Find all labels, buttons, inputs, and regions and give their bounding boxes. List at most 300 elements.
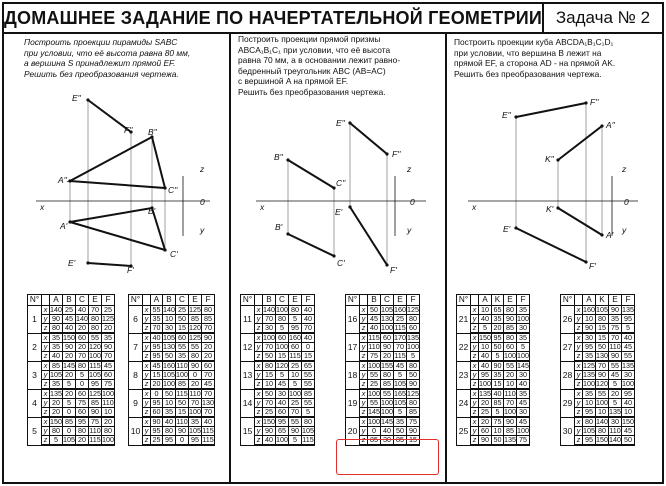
axis-cell: x [42, 333, 50, 343]
value-cell: 5 [289, 380, 302, 390]
value-cell: 15 [596, 324, 609, 334]
value-cell: 60 [504, 343, 517, 352]
variant-number: 13 [241, 361, 255, 389]
label-B1: B' [275, 222, 283, 232]
label-A1: A' [606, 230, 614, 240]
value-cell: 25 [263, 408, 276, 418]
value-cell: 40 [517, 380, 530, 390]
value-cell: 10 [479, 306, 492, 315]
value-cell: 165 [394, 389, 406, 398]
value-cell: 85 [89, 399, 102, 408]
value-cell: 60 [76, 389, 89, 399]
axis-cell: x [42, 389, 50, 399]
variant-number: 10 [129, 417, 143, 445]
value-cell: 105 [583, 426, 595, 435]
variant-number: 7 [129, 333, 143, 361]
value-cell: 25 [289, 361, 302, 371]
value-cell: 150 [479, 333, 491, 342]
axis-cell: z [471, 324, 479, 334]
value-cell: 75 [368, 352, 381, 362]
value-cell: 60 [407, 324, 420, 334]
axis-y-label: y [200, 225, 205, 235]
value-cell: 115 [394, 323, 406, 332]
value-cell: 145 [63, 361, 75, 370]
variant-number: 19 [346, 389, 360, 417]
value-cell: 45 [394, 361, 407, 371]
column-header: F [102, 295, 115, 306]
axis-cell: y [360, 315, 368, 324]
table-row [28, 399, 115, 408]
value-cell: 100 [276, 342, 288, 351]
value-cell: 50 [394, 427, 407, 436]
value-cell: 60 [289, 343, 302, 352]
value-cell: 110 [609, 426, 621, 435]
label-K1: K' [546, 204, 554, 214]
value-cell: 65 [276, 427, 289, 436]
value-cell: 135 [622, 305, 634, 314]
variant-number: 26 [561, 306, 575, 334]
axis-cell: z [255, 324, 263, 334]
label-E1: E' [68, 258, 76, 268]
value-cell: 70 [202, 408, 215, 418]
axis-cell: z [255, 352, 263, 362]
value-cell: 45 [202, 380, 215, 390]
page-title: ДОМАШНЕЕ ЗАДАНИЕ ПО НАЧЕРТАТЕЛЬНОЙ ГЕОМЕТРИИ [4, 4, 544, 32]
column-header [575, 295, 583, 306]
value-cell: 25 [394, 315, 407, 324]
column-header: A [479, 295, 492, 306]
axis-cell: y [143, 399, 151, 408]
value-cell: 30 [517, 408, 530, 418]
value-cell: 130 [596, 351, 608, 360]
value-cell: 80 [102, 427, 115, 436]
value-cell: 90 [407, 427, 420, 436]
axis-cell: x [255, 417, 263, 427]
value-cell: 125 [407, 389, 419, 398]
value-cell: 80 [407, 361, 420, 371]
axis-z-label: z [407, 164, 412, 174]
value-cell: 5 [609, 399, 622, 408]
axis-cell: z [255, 380, 263, 390]
axis-cell: y [255, 427, 263, 436]
axis-cell: x [143, 306, 151, 315]
value-cell: 80 [263, 361, 276, 371]
axis-cell: x [575, 389, 583, 399]
axis-cell: x [360, 417, 368, 427]
axis-cell: y [143, 427, 151, 436]
axis-cell: y [42, 399, 50, 408]
value-cell: 10 [102, 408, 115, 418]
value-cell: 70 [202, 371, 215, 380]
value-cell: 115 [176, 389, 188, 398]
value-cell: 60 [76, 408, 89, 418]
axis-cell: x [255, 306, 263, 315]
value-cell: 95 [189, 436, 202, 446]
value-cell: 40 [50, 352, 63, 362]
axis-cell: y [360, 427, 368, 436]
column-header: E [289, 295, 302, 306]
value-cell: 40 [202, 417, 215, 427]
value-cell: 90 [479, 436, 492, 446]
value-cell: 105 [163, 333, 175, 342]
column-header: F [202, 295, 215, 306]
value-cell: 5 [407, 352, 420, 362]
axis-z-label: z [200, 164, 205, 174]
value-cell: 20 [102, 417, 115, 427]
value-cell: 10 [583, 399, 596, 408]
value-cell: 100 [368, 417, 380, 426]
axis-cell: x [575, 417, 583, 427]
value-cell: 55 [368, 371, 381, 380]
value-cell: 50 [493, 342, 502, 351]
value-cell: 90 [289, 427, 302, 436]
value-cell: 135 [609, 407, 621, 416]
axis-cell: z [42, 352, 50, 362]
axis-cell: x [360, 389, 368, 399]
value-cell: 70 [596, 361, 609, 371]
axis-cell: x [143, 417, 151, 427]
value-cell: 55 [189, 343, 202, 352]
value-cell: 10 [583, 315, 596, 324]
axis-cell: z [360, 408, 368, 418]
variant-number: 23 [457, 361, 471, 389]
value-cell: 5 [63, 399, 76, 408]
label-E2: E'' [72, 93, 81, 103]
value-cell: 95 [289, 324, 302, 334]
value-cell: 85 [394, 436, 407, 446]
value-cell: 90 [102, 343, 115, 352]
value-cell: 55 [152, 305, 161, 314]
value-cell: 20 [493, 323, 502, 332]
value-cell: 35 [609, 315, 622, 324]
value-cell: 100 [622, 379, 634, 388]
axis-cell: z [360, 380, 368, 390]
value-cell: 55 [176, 343, 189, 352]
value-cell: 45 [622, 427, 635, 436]
value-cell: 60 [276, 408, 289, 418]
value-cell: 5 [479, 324, 492, 334]
axis-cell: y [575, 371, 583, 380]
value-cell: 70 [89, 306, 102, 315]
column-header: F [407, 295, 420, 306]
value-cell: 10 [493, 426, 502, 435]
value-cell: 75 [517, 436, 530, 446]
value-cell: 115 [289, 351, 301, 360]
column-header: C [276, 295, 289, 306]
value-cell: 15 [176, 324, 189, 334]
value-cell: 70 [152, 323, 161, 332]
value-cell: 80 [202, 306, 215, 315]
value-cell: 110 [368, 342, 380, 351]
value-cell: 10 [163, 315, 176, 324]
value-cell: 40 [302, 306, 315, 315]
value-cell: 35 [102, 333, 115, 343]
value-cell: 100 [407, 342, 419, 351]
value-cell: 80 [276, 315, 289, 324]
axis-cell: x [471, 333, 479, 343]
value-cell: 80 [302, 417, 315, 427]
variant-number: 12 [241, 333, 255, 361]
column-header: B [63, 295, 76, 306]
value-cell: 105 [381, 305, 393, 314]
value-cell: 80 [504, 333, 517, 343]
value-cell: 50 [163, 389, 176, 399]
axis-cell: y [471, 315, 479, 324]
value-cell: 10 [163, 399, 176, 408]
value-cell: 45 [276, 380, 289, 390]
column-header [255, 295, 263, 306]
value-cell: 170 [394, 333, 406, 342]
value-cell: 135 [504, 435, 516, 444]
value-cell: 100 [381, 407, 393, 416]
axis-cell: z [471, 380, 479, 390]
value-cell: 40 [368, 324, 381, 334]
label-C2: C'' [168, 185, 178, 195]
value-cell: 10 [263, 380, 276, 390]
value-cell: 35 [176, 352, 189, 362]
value-cell: 55 [302, 371, 315, 380]
axis-cell: y [575, 399, 583, 408]
axis-cell: x [360, 306, 368, 315]
task-number: Задача № 2 [555, 8, 651, 27]
value-cell: 105 [189, 426, 201, 435]
axis-y-label: y [622, 225, 627, 235]
value-cell: 5 [622, 324, 635, 334]
value-cell: 110 [102, 398, 114, 407]
variant-number: 17 [346, 333, 360, 361]
variants-table-1 [27, 294, 115, 446]
axis-cell: y [360, 371, 368, 380]
value-cell: 85 [504, 427, 517, 436]
variant-number: 21 [457, 306, 471, 334]
value-cell: 115 [368, 333, 380, 342]
axis-cell: y [255, 399, 263, 408]
variant-number: 22 [457, 333, 471, 361]
value-cell: 5 [302, 408, 315, 418]
value-cell: 20 [76, 324, 89, 334]
axis-cell: z [42, 408, 50, 418]
column-header: E [89, 295, 102, 306]
value-cell: 95 [583, 436, 596, 446]
value-cell: 45 [517, 399, 530, 408]
axis-cell: x [255, 361, 263, 371]
table-row [28, 417, 115, 427]
column-header: F [517, 295, 530, 306]
axis-cell: z [360, 352, 368, 362]
value-cell: 90 [189, 361, 202, 371]
value-cell: 100 [176, 370, 188, 379]
axis-cell: y [255, 343, 263, 352]
axis-x-label: x [260, 202, 265, 212]
value-cell: 110 [189, 389, 201, 398]
axis-cell: y [471, 427, 479, 436]
axis-y-label: y [407, 225, 412, 235]
value-cell: 85 [302, 389, 315, 399]
axis-cell: y [42, 315, 50, 324]
value-cell: 95 [152, 398, 161, 407]
axis-cell: y [42, 427, 50, 436]
value-cell: 75 [407, 417, 420, 427]
value-cell: 95 [622, 315, 635, 324]
value-cell: 90 [63, 343, 76, 352]
value-cell: 50 [176, 399, 189, 408]
value-cell: 100 [289, 389, 301, 398]
value-cell: 95 [152, 342, 161, 351]
value-cell: 35 [50, 343, 63, 352]
label-B2: B'' [148, 127, 157, 137]
value-cell: 80 [50, 324, 63, 334]
column-header: A [50, 295, 63, 306]
value-cell: 20 [202, 343, 215, 352]
value-cell: 95 [622, 389, 635, 399]
value-cell: 95 [89, 380, 102, 390]
value-cell: 115 [394, 351, 406, 360]
value-cell: 30 [163, 324, 176, 334]
value-cell: 125 [102, 314, 114, 323]
value-cell: 20 [76, 436, 89, 446]
value-cell: 5 [394, 408, 407, 418]
column-header: B [263, 295, 276, 306]
variant-number: 11 [241, 306, 255, 334]
value-cell: 110 [176, 361, 188, 370]
value-cell: 85 [504, 324, 517, 334]
axis-cell: z [143, 408, 151, 418]
label-B1: B' [148, 206, 156, 216]
axis-cell: z [143, 436, 151, 446]
label-F1: F' [589, 261, 596, 271]
value-cell: 90 [152, 417, 161, 426]
value-cell: 55 [622, 352, 635, 362]
label-A1: A' [60, 221, 68, 231]
origin-label: 0 [624, 197, 629, 207]
problem-text-3: Построить проекции куба ABCDA₁B₁C₁D₁ при условии, что вершина B лежит на прямой EF, а сторона AD - на прямой AK. Решить без преобразования чертежа. [454, 37, 616, 79]
value-cell: 35 [163, 408, 176, 418]
value-cell: 135 [407, 333, 419, 342]
value-cell: 15 [263, 371, 276, 380]
column-header: E [609, 295, 622, 306]
axis-cell: y [471, 371, 479, 380]
problem-text-2: Построить проекции прямой призмы ABCA₁B₁C₁ при условии, что её высота равна 70 мм, а в основании лежит равно- бедренный треугольник ABC (AB=AC) с вершиной A на прямой EF. Решить без преобразования чертежа. [238, 34, 401, 97]
value-cell: 45 [102, 361, 115, 371]
value-cell: 20 [504, 371, 517, 380]
table-row [457, 333, 530, 343]
variant-number: 27 [561, 333, 575, 361]
value-cell: 115 [89, 435, 101, 444]
value-cell: 55 [302, 399, 315, 408]
value-cell: 90 [583, 324, 596, 334]
value-cell: 40 [381, 427, 394, 436]
value-cell: 30 [276, 389, 289, 399]
value-cell: 110 [504, 389, 516, 398]
axis-x-label: x [40, 202, 45, 212]
value-cell: 30 [263, 324, 276, 334]
value-cell: 25 [368, 380, 381, 390]
column-header: N° [129, 295, 143, 306]
value-cell: 75 [89, 417, 102, 427]
value-cell: 95 [152, 351, 161, 360]
value-cell: 150 [63, 333, 75, 342]
value-cell: 35 [517, 389, 530, 399]
value-cell: 95 [493, 333, 502, 342]
value-cell: 20 [102, 324, 115, 334]
axis-cell: x [471, 417, 479, 427]
value-cell: 25 [176, 306, 189, 315]
value-cell: 0 [63, 427, 76, 436]
value-cell: 70 [202, 324, 215, 334]
value-cell: 5 [609, 380, 622, 390]
value-cell: 80 [407, 399, 420, 408]
value-cell: 100 [583, 379, 595, 388]
value-cell: 80 [504, 306, 517, 315]
value-cell: 110 [609, 342, 621, 351]
value-cell: 95 [163, 436, 176, 446]
axis-cell: x [575, 306, 583, 315]
column-header: N° [457, 295, 471, 306]
value-cell: 30 [517, 324, 530, 334]
axis-cell: x [42, 417, 50, 427]
axis-cell: x [575, 333, 583, 343]
value-cell: 55 [609, 361, 622, 371]
origin-label: 0 [200, 197, 205, 207]
label-C1: C' [337, 258, 345, 268]
variant-number: 25 [457, 417, 471, 445]
value-cell: 160 [163, 361, 175, 370]
column-header [42, 295, 50, 306]
variant-number: 15 [241, 417, 255, 445]
value-cell: 75 [102, 380, 115, 390]
column-header: C [176, 295, 189, 306]
value-cell: 145 [517, 361, 529, 370]
value-cell: 55 [302, 380, 315, 390]
value-cell: 5 [276, 324, 289, 334]
value-cell: 80 [89, 324, 102, 334]
value-cell: 115 [89, 361, 101, 370]
value-cell: 150 [622, 417, 634, 426]
value-cell: 40 [163, 417, 176, 427]
value-cell: 120 [89, 342, 101, 351]
column-header [471, 295, 479, 306]
value-cell: 90 [504, 417, 517, 427]
value-cell: 35 [189, 417, 202, 427]
value-cell: 100 [163, 379, 175, 388]
value-cell: 105 [596, 305, 608, 314]
value-cell: 80 [583, 417, 596, 427]
value-cell: 70 [394, 343, 407, 352]
value-cell: 10 [289, 371, 302, 380]
value-cell: 45 [152, 361, 161, 370]
value-cell: 90 [504, 315, 517, 324]
value-cell: 20 [63, 389, 76, 399]
column-header: E [189, 295, 202, 306]
value-cell: 70 [263, 399, 276, 408]
column-header: K [596, 295, 609, 306]
value-cell: 50 [263, 389, 276, 399]
axis-cell: y [143, 315, 151, 324]
value-cell: 0 [176, 436, 189, 446]
axis-cell: z [143, 380, 151, 390]
value-cell: 100 [517, 351, 529, 360]
value-cell: 150 [50, 417, 62, 426]
value-cell: 25 [63, 306, 76, 315]
variant-number: 30 [561, 417, 575, 445]
variant-number: 6 [129, 306, 143, 334]
value-cell: 35 [50, 333, 63, 343]
value-cell: 105 [302, 426, 314, 435]
axis-cell: y [255, 371, 263, 380]
axis-cell: y [575, 343, 583, 352]
variant-number: 4 [28, 389, 42, 417]
value-cell: 100 [102, 435, 114, 444]
